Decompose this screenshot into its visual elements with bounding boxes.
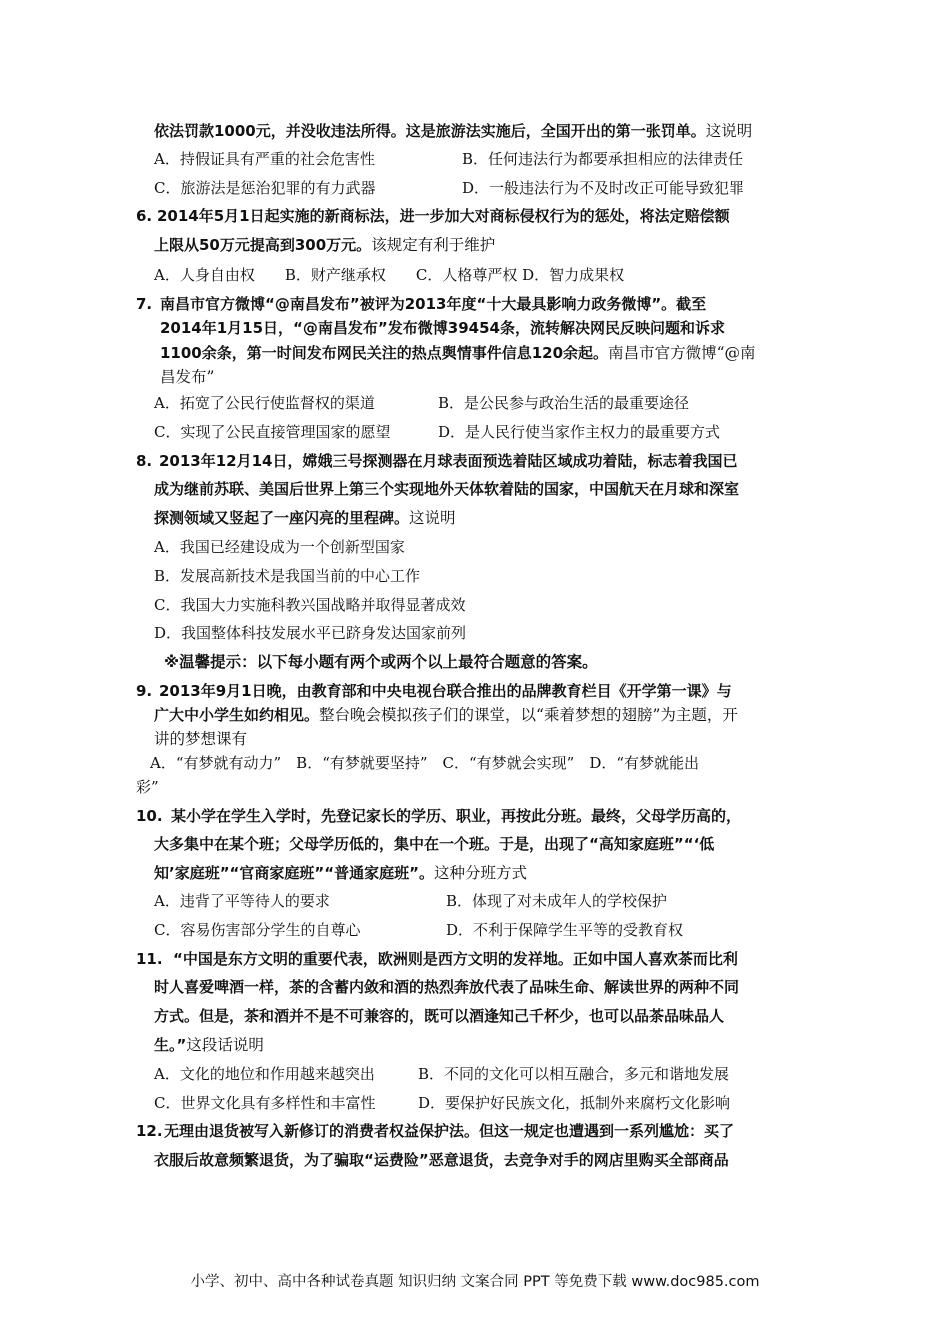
q8-line1: 2013年12月14日，嫦娥三号探测器在月球表面预选着陆区域成功着陆，标志着我国已: [159, 452, 738, 470]
multiple-choice-tip: ※温馨提示：以下每小题有两个或两个以上最符合题意的答案。: [164, 653, 598, 671]
q10-option-c: C．容易伤害部分学生的自尊心: [154, 921, 361, 939]
q7-line3: [160, 343, 756, 363]
q10-option-d: D．不利于保障学生平等的受教育权: [446, 921, 684, 939]
q9-line2-plain: 整台晚会模拟孩子们的课堂，以“乘着梦想的翅膀”为主题，开: [319, 706, 738, 724]
q8-option-c: C．我国大力实施科教兴国战略并取得显著成效: [154, 596, 466, 614]
q6-line1: 2014年5月1日起实施的新商标法，进一步加大对商标侵权行为的惩处，将法定赔偿额: [157, 207, 730, 225]
q10-line3-plain: 这种分班方式: [434, 864, 528, 882]
q8-line3-bold: 探测领域又竖起了一座闪亮的里程碑。: [154, 509, 410, 527]
q8-line3: [154, 508, 456, 528]
q6-number: 6.: [136, 207, 153, 225]
q5-option-a: A．持假证具有严重的社会危害性: [154, 150, 375, 168]
q11-line4-bold: 生。”: [154, 1036, 187, 1054]
q9-line1: 2013年9月1日晚，由教育部和中央电视台联合推出的品牌教育栏目《开学第一课》与: [159, 682, 732, 700]
q6-line2-plain: 该规定有利于维护: [371, 236, 496, 254]
q5-option-d: D．一般违法行为不及时改正可能导致犯罪: [462, 179, 745, 197]
q12-number: 12.: [136, 1122, 163, 1140]
q11-option-d: D．要保护好民族文化，抵制外来腐朽文化影响: [418, 1094, 731, 1112]
q8-line3-plain: 这说明: [409, 509, 456, 527]
q11-line2: 时人喜爱啤酒一样，茶的含蓄内敛和酒的热烈奔放代表了品味生命、解读世界的两种不同: [154, 978, 740, 996]
q5-option-b: B．任何违法行为都要承担相应的法律责任: [462, 150, 744, 168]
q7-option-b: B．是公民参与政治生活的最重要途径: [438, 394, 690, 412]
q8-option-b: B．发展高新技术是我国当前的中心工作: [154, 567, 421, 585]
q7-line3-bold: 1100余条，第一时间发布网民关注的热点舆情事件信息120余起。: [160, 344, 609, 362]
q9-line3: 讲的梦想课有: [154, 730, 248, 748]
q8-option-a: A．我国已经建设成为一个创新型国家: [154, 538, 405, 556]
q7-option-d: D．是人民行使当家作主权力的最重要方式: [438, 423, 721, 441]
q7-number: 7.: [136, 295, 153, 313]
q9-line2-bold: 广大中小学生如约相见。: [154, 706, 320, 724]
page-footer: 小学、初中、高中各种试卷真题 知识归纳 文案合同 PPT 等免费下载 www.doc985.com: [190, 1274, 760, 1290]
q11-option-c: C．世界文化具有多样性和丰富性: [154, 1094, 376, 1112]
q11-line4: [154, 1035, 264, 1055]
q12-line2: 衣服后故意频繁退货，为了骗取“运费险”恶意退货，去竞争对手的网店里购买全部商品: [154, 1151, 729, 1169]
q6-options: A．人身自由权 B．财产继承权 C．人格尊严权 D．智力成果权: [154, 266, 625, 284]
q10-line3-bold: 知’家庭班”“官商家庭班”“普通家庭班”。: [154, 864, 434, 882]
q6-line2-bold: 上限从50万元提高到300万元。: [154, 236, 372, 254]
q10-number: 10.: [136, 807, 163, 825]
q7-option-a: A．拓宽了公民行使监督权的渠道: [154, 394, 375, 412]
q12-line1: 无理由退货被写入新修订的消费者权益保护法。但这一规定也遭遇到一系列尴尬：买了: [164, 1122, 735, 1140]
q11-line4-plain: 这段话说明: [186, 1036, 264, 1054]
q9-options-cont: 彩”: [136, 778, 159, 796]
q5-stem-plain: 这说明: [705, 122, 753, 140]
q5-stem-tail: [154, 121, 752, 141]
q8-option-d: D．我国整体科技发展水平已跻身发达国家前列: [154, 624, 467, 642]
q10-option-a: A．违背了平等待人的要求: [154, 892, 330, 910]
q11-line1: “中国是东方文明的重要代表，欧洲则是西方文明的发祥地。正如中国人喜欢茶而比利: [173, 950, 738, 968]
q10-line3: [154, 863, 527, 883]
q10-option-b: B．体现了对未成年人的学校保护: [446, 892, 668, 910]
q11-line3: 方式。但是，茶和酒并不是不可兼容的，既可以酒逢知己千杯少，也可以品茶品味品人: [154, 1007, 725, 1025]
q7-line3-plain: 南昌市官方微博“@南: [608, 344, 756, 362]
q10-line1: 某小学在学生入学时，先登记家长的学历、职业，再按此分班。最终，父母学历高的，: [171, 807, 742, 825]
q7-option-c: C．实现了公民直接管理国家的愿望: [154, 423, 391, 441]
q9-options: A．“有梦就有动力” B．“有梦就要坚持” C．“有梦就会实现” D．“有梦就能出: [150, 754, 700, 772]
q11-option-b: B．不同的文化可以相互融合，多元和谐地发展: [418, 1065, 730, 1083]
q10-line2: 大多集中在某个班；父母学历低的，集中在一个班。于是，出现了“高知家庭班”“‘低: [154, 835, 715, 853]
q7-line2: 2014年1月15日，“@南昌发布”发布微博39454条，流转解决网民反映问题和诉求: [160, 319, 725, 337]
q7-line1: 南昌市官方微博“@南昌发布”被评为2013年度“十大最具影响力政务微博”。截至: [160, 295, 707, 313]
q7-line4: 昌发布”: [160, 368, 215, 386]
q9-number: 9.: [136, 682, 153, 700]
q11-option-a: A．文化的地位和作用越来越突出: [154, 1065, 375, 1083]
q8-number: 8.: [136, 452, 153, 470]
q5-stem-bold: 依法罚款1000元，并没收违法所得。这是旅游法实施后，全国开出的第一张罚单。: [154, 122, 706, 140]
q5-option-c: C．旅游法是惩治犯罪的有力武器: [154, 179, 376, 197]
q8-line2: 成为继前苏联、美国后世界上第三个实现地外天体软着陆的国家，中国航天在月球和深室: [154, 480, 740, 498]
q11-number: 11.: [136, 950, 163, 968]
q6-line2: [154, 235, 495, 255]
q9-line2: [154, 705, 738, 725]
